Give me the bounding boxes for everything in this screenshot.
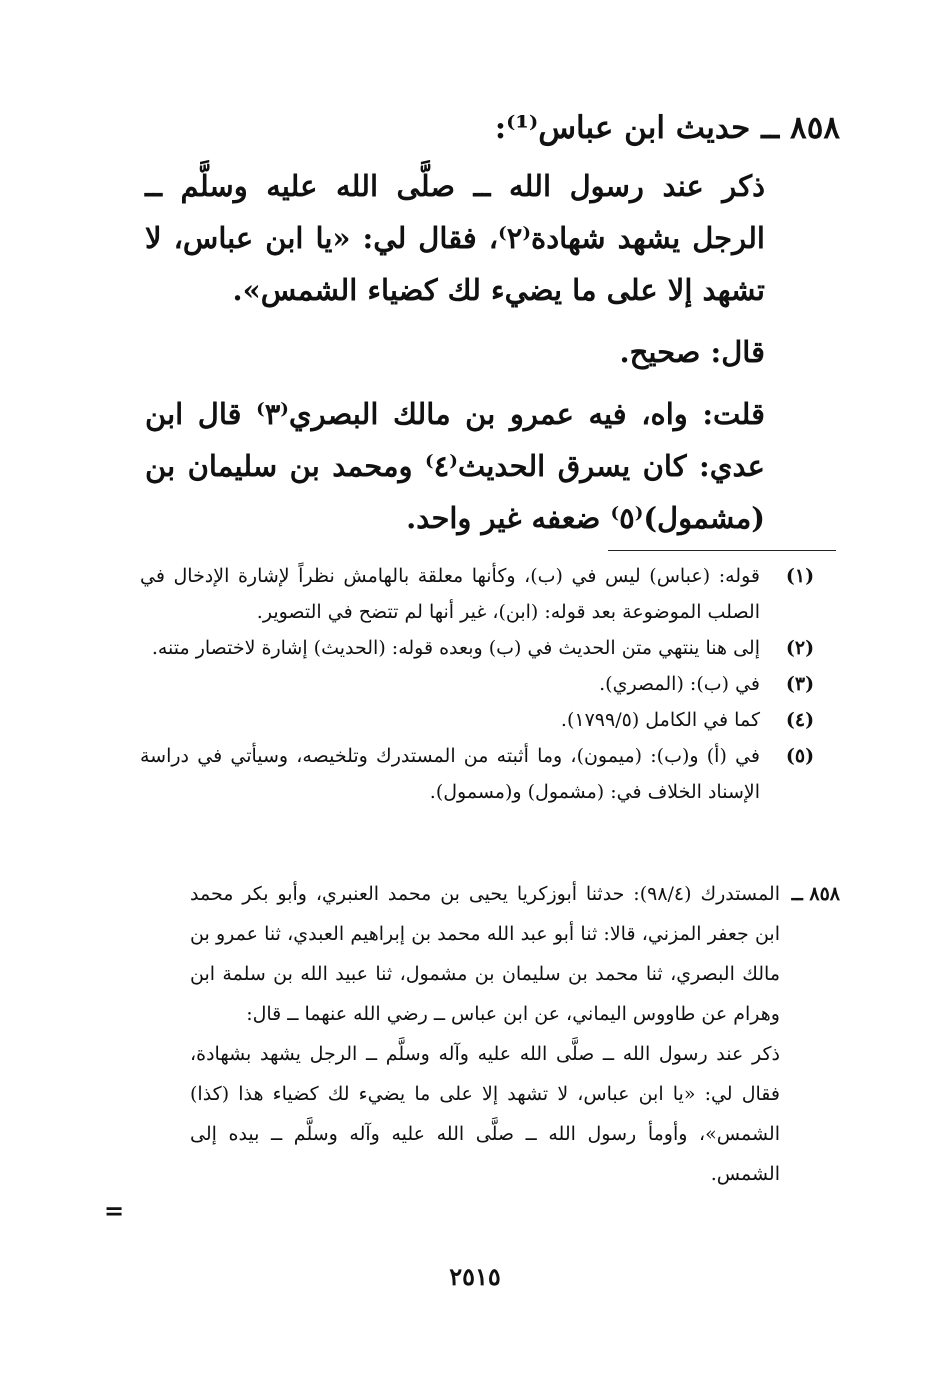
footnote-item	[140, 630, 840, 666]
footnote-divider	[608, 550, 836, 551]
footnote-number: (٣)	[785, 673, 815, 695]
page-number: ٢٥١٥	[449, 1262, 501, 1291]
footnote-text: قوله: (عباس) ليس في (ب)، وكأنها معلقة بالهامش نظراً لإشارة الإدخال في الصلب الموضوعة بعد قوله: (ابن)، غير أنها لم تتضح في التصوير.	[140, 565, 760, 623]
footnote-number: (٥)	[785, 745, 815, 767]
footnote-number: (٢)	[785, 637, 815, 659]
footnote-number: (١)	[785, 565, 815, 587]
hadith-text: ذكر عند رسول الله ــ صلَّى الله عليه وسلَّم ــ الرجل يشهد شهادة⁽٢⁾، فقال لي: «يا ابن عباس، لا تشهد إلا على ما يضيء لك كضياء الشمس».	[145, 169, 765, 307]
critique-text: قلت: واه، فيه عمرو بن مالك البصري⁽٣⁾ قال ابن عدي: كان يسرق الحديث⁽٤⁾ ومحمد بن سليمان بن (مشمول)⁽٥⁾ ضعفه غير واحد.	[145, 397, 765, 535]
continuation-mark: =	[104, 1196, 125, 1225]
footnote-text: في (ب): (المصري).	[599, 673, 760, 695]
footnote-item	[140, 666, 840, 702]
source-text	[110, 874, 780, 1194]
hadith-heading: ٨٥٨ ــ حديث ابن عباس⁽¹⁾:	[494, 110, 840, 146]
source-section	[110, 874, 840, 1194]
footnotes	[140, 558, 840, 810]
main-text	[145, 160, 765, 554]
footnote-item	[140, 558, 840, 630]
footnote-text: كما في الكامل (١٧٩٩/٥).	[560, 709, 760, 731]
source-hadith: ذكر عند رسول الله ــ صلَّى الله عليه وآله وسلَّم ــ الرجل يشهد بشهادة، فقال لي: «يا ابن عباس، لا تشهد إلا على ما يضيء لك كضياء هذا (كذا) الشمس»، وأومأ رسول الله ــ صلَّى الله عليه وآله وسلَّم ــ بيده إلى الشمس.	[190, 1043, 780, 1185]
footnote-text: إلى هنا ينتهي متن الحديث في (ب) وبعده قوله: (الحديث) إشارة لاختصار متنه.	[151, 637, 760, 659]
footnote-item	[140, 702, 840, 738]
grading-text: قال: صحيح.	[619, 335, 765, 369]
footnote-item	[140, 738, 840, 810]
footnote-number: (٤)	[785, 709, 815, 731]
source-chain: المستدرك (٩٨/٤): حدثنا أبوزكريا يحيى بن محمد العنبري، وأبو بكر محمد ابن جعفر المزني، قالا: ثنا أبو عبد الله محمد بن إبراهيم العبدي، ثنا عمرو بن مالك البصري، ثنا محمد بن سليمان بن مشمول، ثنا عبيد الله بن سلمة ابن وهرام عن طاووس اليماني، عن ابن عباس ــ رضي الله عنهما ــ قال:	[190, 883, 780, 1025]
source-number: ٨٥٨ ــ	[791, 883, 840, 905]
source-entry	[110, 874, 840, 1194]
footnote-text: في (أ) و(ب): (ميمون)، وما أثبته من المستدرك وتلخيصه، وسيأتي في دراسة الإسناد الخلاف في: (مشمول) و(مسمول).	[140, 745, 760, 803]
